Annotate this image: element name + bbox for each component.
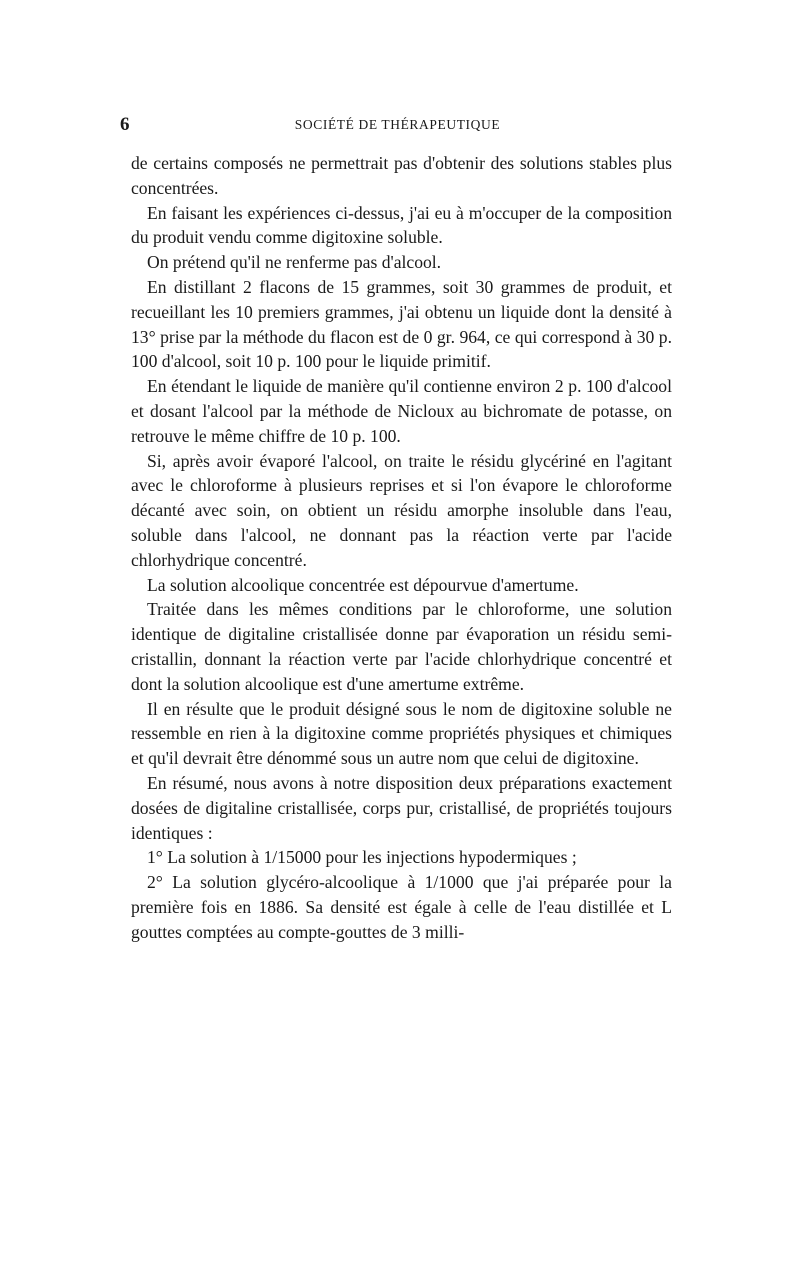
paragraph-summary: En résumé, nous avons à notre disposition deux préparations exactement dosées de digitaline cristallisée, corps pur, cristallisé, de propriétés toujours identiques :: [131, 772, 672, 843]
running-title: SOCIÉTÉ DE THÉRAPEUTIQUE: [294, 117, 501, 132]
paragraph-bitterness: La solution alcoolique concentrée est dépourvue d'amertume.: [147, 574, 579, 595]
paragraph-digitaline-comparison: Traitée dans les mêmes conditions par le chloroforme, une solution identique de digitaline cristallisée donne par évaporation un résidu semi-cristallin, donnant la réaction verte par l'acide chlorhydrique concentré et dont la solution alcoolique est d'une amertume extrême.: [131, 599, 672, 694]
running-head: [120, 114, 675, 140]
list-item-solution-2: 2° La solution glycéro-alcoolique à 1/1000 que j'ai préparée pour la première fois en 1886. Sa densité est égale à celle de l'eau distillée et L gouttes comptées au compte-gouttes de 3 milli-: [131, 872, 672, 942]
list-item-solution-1: 1° La solution à 1/15000 pour les injections hypodermiques ;: [147, 847, 577, 868]
paragraph-conclusion: Il en résulte que le produit désigné sous le nom de digitoxine soluble ne ressemble en rien à la digitoxine comme propriétés physiques et chimiques et qu'il devrait être dénommé sous un autre nom que celui de digitoxine.: [131, 698, 672, 769]
paragraph-dilution: En étendant le liquide de manière qu'il contienne environ 2 p. 100 d'alcool et dosant l'alcool par la méthode de Nicloux au bichromate de potasse, on retrouve le même chiffre de 10 p. 100.: [131, 376, 672, 446]
paragraph-alcohol-claim: On prétend qu'il ne renferme pas d'alcool.: [147, 252, 442, 273]
page-number: 6: [120, 114, 130, 135]
paragraph-composition: En faisant les expériences ci-dessus, j'ai eu à m'occuper de la composition du produit vendu comme digitoxine soluble.: [131, 202, 672, 248]
paragraph-chloroform-residue: Si, après avoir évaporé l'alcool, on traite le résidu glycériné en l'agitant avec le chloroforme à plusieurs reprises et si l'on évapore le chloroforme décanté avec soin, on obtient un résidu amorphe insoluble dans l'eau, soluble dans l'alcool, ne donnant pas la réaction verte par l'acide chlorhydrique concentré.: [131, 450, 672, 570]
body-text: [131, 151, 672, 945]
paragraph-distillation: En distillant 2 flacons de 15 grammes, soit 30 grammes de produit, et recueillant les 10 premiers grammes, j'ai obtenu un liquide dont la densité à 13° prise par la méthode du flacon est de 0 gr. 964, ce qui correspond à 30 p. 100 d'alcool, soit 10 p. 100 pour le liquide primitif.: [131, 276, 672, 372]
paragraph-continuation: de certains composés ne permettrait pas d'obtenir des solutions stables plus concentrées.: [131, 153, 672, 198]
